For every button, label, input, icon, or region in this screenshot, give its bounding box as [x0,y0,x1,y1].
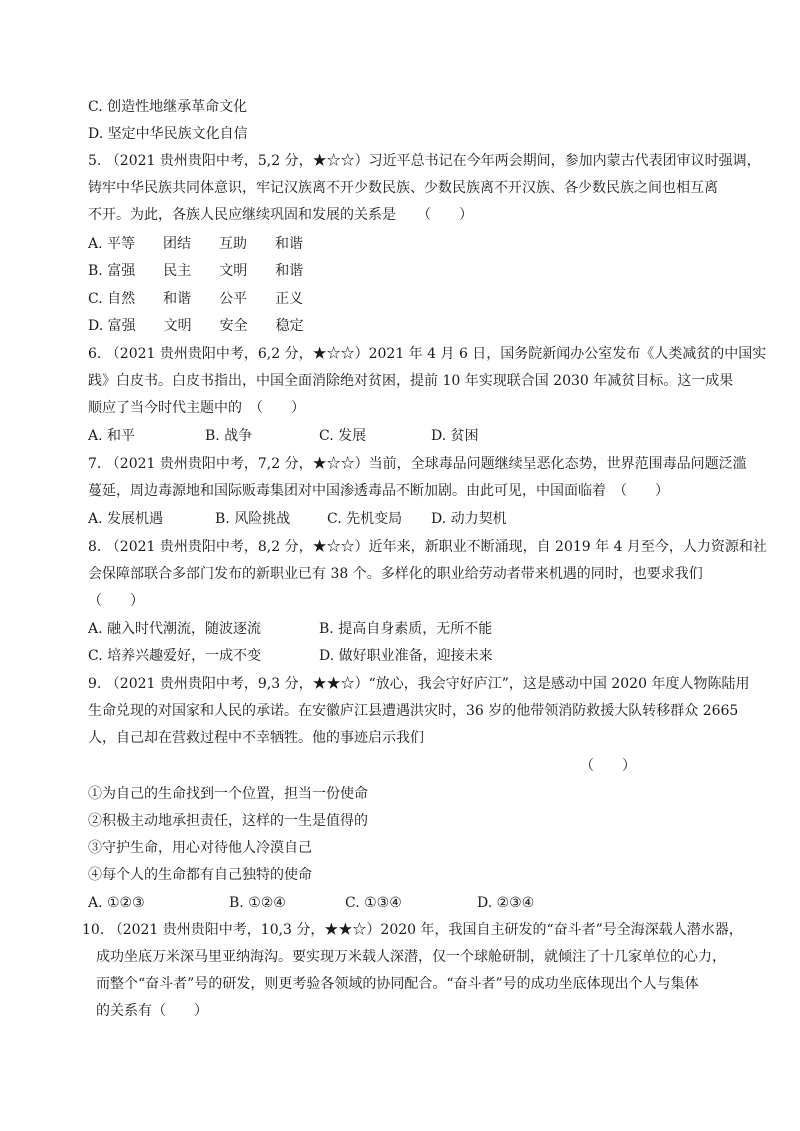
q6-stem-line-2: 践》白皮书。白皮书指出，中国全面消除绝对贫困，提前 10 年实现联合国 2030 年减贫目标。这一成果 [88,373,734,389]
q9-option-b: B. ①②④ [229,895,286,911]
q10-stem-line-4: 的关系有（ ） [96,1003,208,1019]
q10-stem-line-1: 10. （2021 贵州贵阳中考，10,3 分，★★☆）2020 年，我国自主研发的“奋斗者”号全海深载人潜水器， [82,922,743,938]
q9-stem-line-2: 生命兑现的对国家和人民的承诺。在安徽庐江县遭遇洪灾时，36 岁的他带领消防救援大队转移群众 2665 [88,703,739,719]
q8-option-a: A. 融入时代潮流，随波逐流 [88,621,262,637]
q8-option-b: B. 提高自身素质，无所不能 [319,621,493,637]
q8-stem-line-3: （ ） [88,593,144,609]
q8-stem-line-1: 8. （2021 贵州贵阳中考，8,2 分，★☆☆）近年来，新职业不断涌现，自 2019 年 4 月至今，人力资源和社 [88,539,767,555]
q6-option-a: A. 和平 [88,428,136,444]
q9-statement-1: ①为自己的生命找到一个位置，担当一份使命 [88,786,368,802]
q7-stem-line-1: 7. （2021 贵州贵阳中考，7,2 分，★☆☆）当前，全球毒品问题继续呈恶化态势，世界范围毒品问题泛滥 [88,456,747,472]
q4-option-c: C. 创造性地继承革命文化 [88,99,248,115]
q9-option-a: A. ①②③ [88,895,145,911]
q7-option-b: B. 风险挑战 [215,511,291,527]
q6-stem-line-3: 顺应了当今时代主题中的 （ ） [88,400,305,416]
q5-option-a: A. 平等 团结 互助 和谐 [88,236,304,252]
q6-option-b: B. 战争 [205,428,253,444]
q9-statement-4: ④每个人的生命都有自己独特的使命 [88,867,312,883]
q6-stem-line-1: 6. （2021 贵州贵阳中考，6,2 分，★☆☆）2021 年 4 月 6 日，国务院新闻办公室发布《人类减贫的中国实 [88,346,767,362]
q7-option-d: D. 动力契机 [431,511,507,527]
q6-option-c: C. 发展 [319,428,367,444]
q8-stem-line-2: 会保障部联合多部门发布的新职业已有 38 个。多样化的职业给劳动者带来机遇的同时，也要求我们 [88,566,703,582]
q5-stem-line-2: 铸牢中华民族共同体意识，牢记汉族离不开少数民族、少数民族离不开汉族、各少数民族之间也相互离 [88,180,718,196]
q8-option-d: D. 做好职业准备，迎接未来 [319,648,493,664]
q9-option-d: D. ②③④ [477,895,535,911]
q5-option-b: B. 富强 民主 文明 和谐 [88,263,304,279]
q5-stem-line-3: 不开。为此，各族人民应继续巩固和发展的关系是 （ ） [88,207,473,223]
q9-statement-3: ③守护生命，用心对待他人冷漠自己 [88,840,312,856]
q4-option-d: D. 坚定中华民族文化自信 [88,126,248,142]
q8-option-c: C. 培养兴趣爱好，一成不变 [88,648,262,664]
q9-statement-2: ②积极主动地承担责任，这样的一生是值得的 [88,813,368,829]
q5-option-c: C. 自然 和谐 公平 正义 [88,291,304,307]
q9-stem-line-1: 9. （2021 贵州贵阳中考，9,3 分，★★☆）“放心，我会守好庐江”，这是感动中国 2020 年度人物陈陆用 [88,676,750,692]
q7-stem-line-2: 蔓延，周边毒源地和国际贩毒集团对中国渗透毒品不断加剧。由此可见，中国面临着 （ ） [88,483,669,499]
q9-option-c: C. ①③④ [345,895,402,911]
q6-option-d: D. 贫困 [431,428,479,444]
q5-option-d: D. 富强 文明 安全 稳定 [88,318,304,334]
q10-stem-line-3: 而整个“奋斗者”号的研发，则更考验各领域的协同配合。“奋斗者”号的成功坐底体现出个人与集体 [96,976,699,992]
q9-answer-paren: （ ） [580,758,636,774]
q5-stem-line-1: 5. （2021 贵州贵阳中考，5,2 分，★☆☆）习近平总书记在今年两会期间，参加内蒙古代表团审议时强调， [88,153,761,169]
q7-option-c: C. 先机变局 [327,511,403,527]
q7-option-a: A. 发展机遇 [88,511,164,527]
q10-stem-line-2: 成功坐底万米深马里亚纳海沟。要实现万米载人深潜，仅一个球舱研制，就倾注了十几家单位的心力， [96,949,726,965]
q9-stem-line-3: 人，自己却在营救过程中不幸牺牲。他的事迹启示我们 [88,730,424,746]
